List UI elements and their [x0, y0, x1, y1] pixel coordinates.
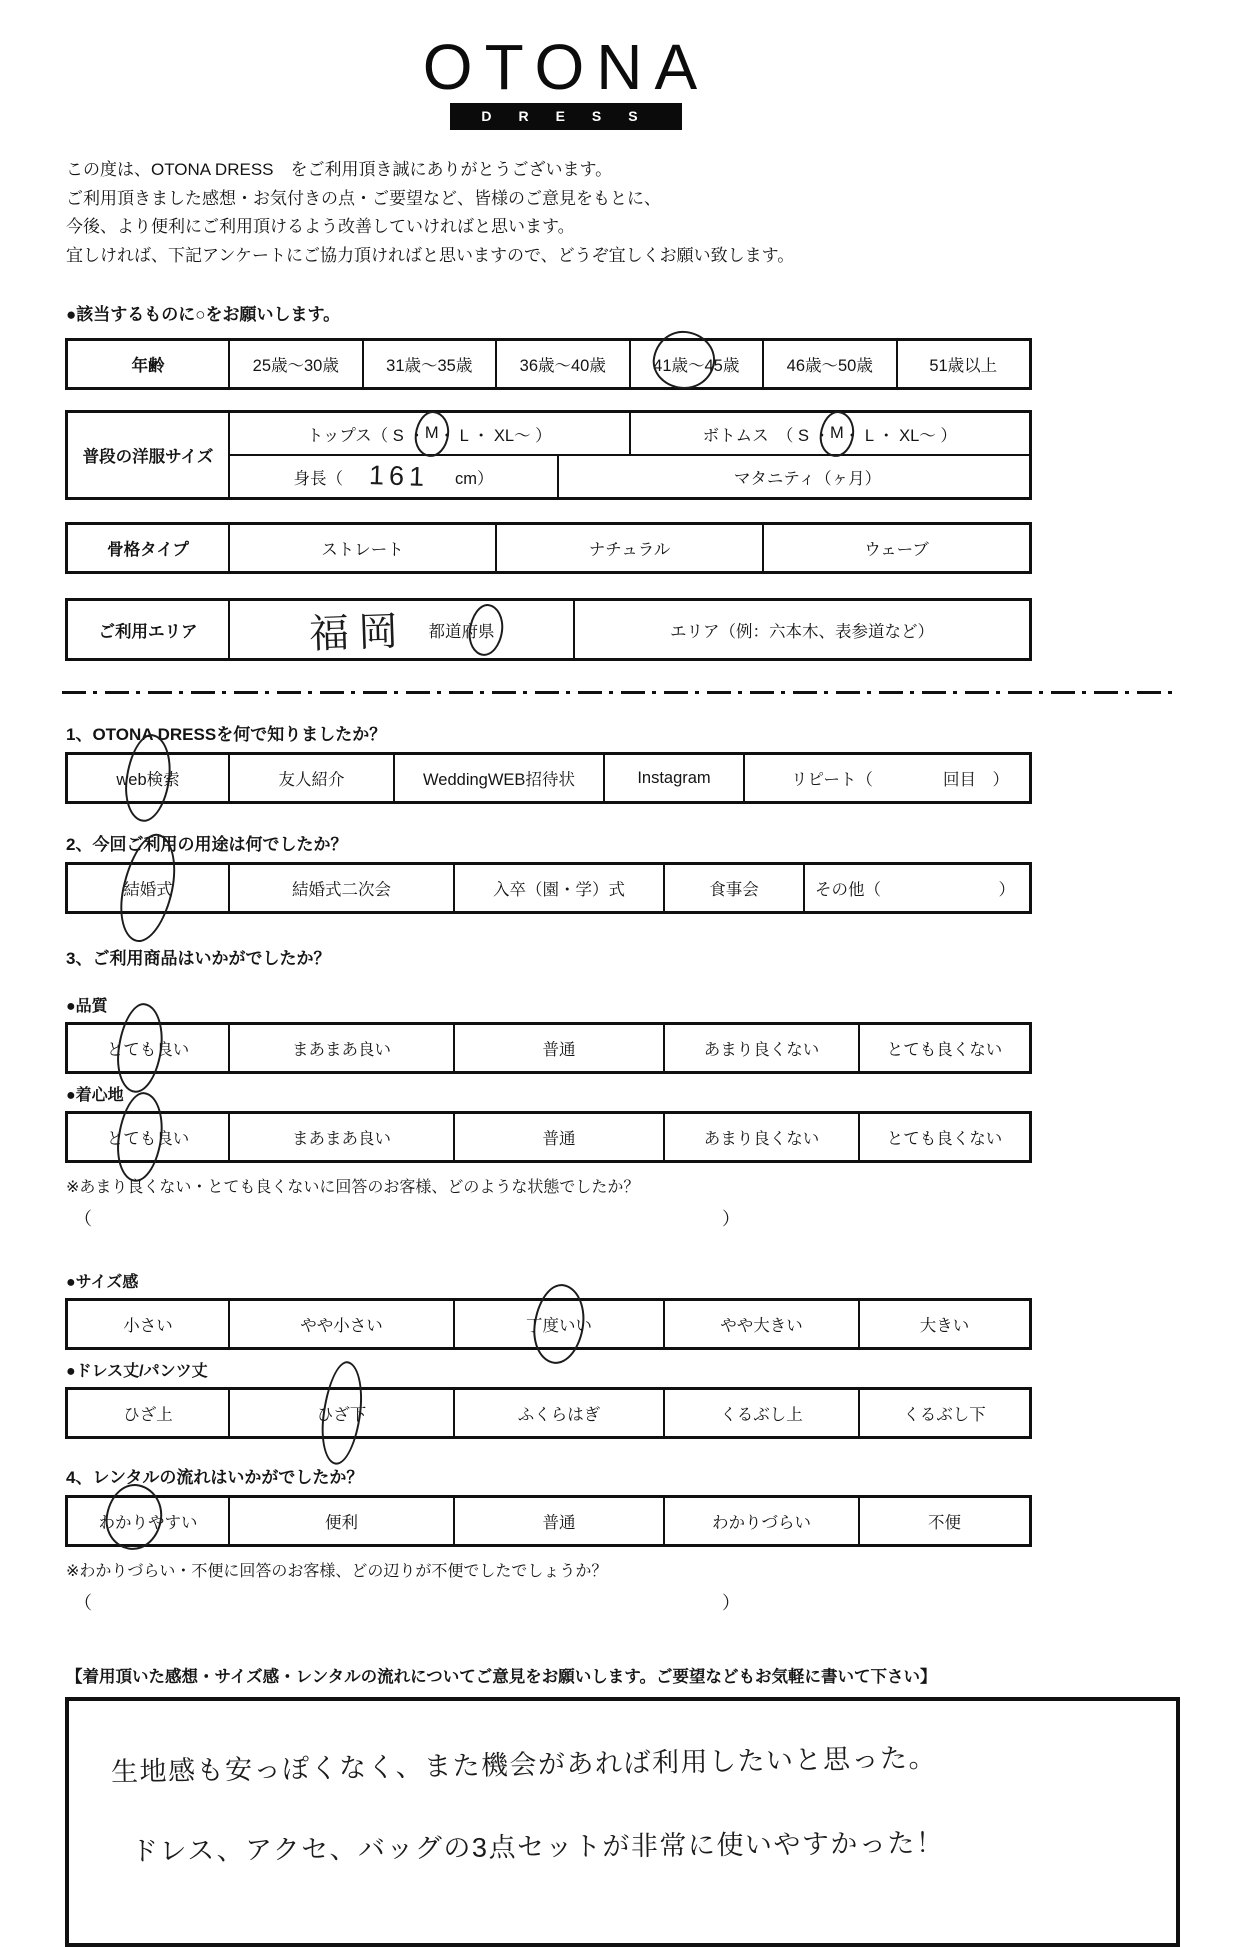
- q4-option: 便利: [228, 1498, 453, 1544]
- q2-other-cell: その他（ ）: [803, 865, 1029, 911]
- q1-option: 友人紹介: [228, 755, 393, 801]
- instruction-heading: ●該当するものに○をお願いします。: [66, 305, 341, 325]
- prefecture-cell: 福岡 都道府県: [228, 601, 573, 658]
- q2-option-selected: 結婚式: [68, 865, 228, 911]
- q2-table: [65, 862, 1032, 914]
- q4-option: わかりづらい: [663, 1498, 858, 1544]
- intro-text: [66, 156, 1242, 270]
- q1-option: WeddingWEB招待状: [393, 755, 603, 801]
- q1-option-selected: web検索: [68, 755, 228, 801]
- size-fit-table: [65, 1298, 1032, 1350]
- size-fit-option: やや小さい: [228, 1301, 453, 1347]
- intro-line: ご利用頂きました感想・お気付きの点・ご要望など、皆様のご意見をもとに、: [66, 188, 661, 208]
- length-option-selected: ひざ下: [228, 1390, 453, 1436]
- q1-title: 1、OTONA DRESSを何で知りましたか？: [66, 725, 387, 745]
- quality-option: とても良くない: [858, 1025, 1029, 1071]
- q4-option-selected: わかりやすい: [68, 1498, 228, 1544]
- skeleton-option: ウェーブ: [762, 525, 1029, 571]
- comfort-option: あまり良くない: [663, 1114, 858, 1160]
- age-option: 36歳～40歳: [495, 341, 629, 387]
- age-table: [65, 338, 1032, 390]
- size-fit-option: 大きい: [858, 1301, 1029, 1347]
- comfort-option: とても良くない: [858, 1114, 1029, 1160]
- q1-table: [65, 752, 1032, 804]
- length-table: [65, 1387, 1032, 1439]
- q2-option: 入卒（園・学）式: [453, 865, 663, 911]
- logo-dress-bar: DRESS: [450, 103, 682, 130]
- clothing-size-table: [65, 410, 1032, 500]
- handwritten-comment-line: 生地感も安っぽくなく、また機会があれば利用したいと思った。: [110, 1742, 938, 1788]
- length-option: ひざ上: [123, 1406, 173, 1425]
- comfort-option: まあまあ良い: [228, 1114, 453, 1160]
- age-option: 25歳～30歳: [228, 341, 362, 387]
- q1-repeat-cell: リピート（ 回目 ）: [743, 755, 1029, 801]
- quality-table: [65, 1022, 1032, 1074]
- logo: [416, 31, 716, 130]
- skeleton-type-table: [65, 522, 1032, 574]
- tops-size-cell: トップス（ S ・ M ・ L ・ XL～ ）: [230, 413, 629, 454]
- q2-option: 結婚式二次会: [228, 865, 453, 911]
- q4-option: 不便: [858, 1498, 1029, 1544]
- comment-heading: 【着用頂いた感想・サイズ感・レンタルの流れについてご意見をお願いします。ご要望などもお気軽に書いて下さい】: [66, 1668, 937, 1687]
- handwritten-comment-line: ドレス、アクセ、バッグの3点セットが非常に使いやすかった！: [130, 1828, 945, 1867]
- quality-label: ●品質: [66, 998, 108, 1016]
- age-option: 31歳～35歳: [362, 341, 496, 387]
- age-option: 46歳～50歳: [762, 341, 896, 387]
- q4-table: [65, 1495, 1032, 1547]
- age-option-selected: 41歳～45歳: [629, 341, 763, 387]
- free-answer-line: （ ）: [74, 1209, 740, 1230]
- q3-title: 3、ご利用商品はいかがでしたか？: [66, 949, 331, 969]
- length-label: ●ドレス丈/パンツ丈: [66, 1363, 208, 1381]
- comfort-label: ●着心地: [66, 1087, 124, 1105]
- comfort-note: ※あまり良くない・とても良くないに回答のお客様、どのような状態でしたか？: [66, 1179, 640, 1197]
- free-answer-line: （ ）: [74, 1593, 740, 1614]
- size-fit-option: 小さい: [123, 1317, 173, 1336]
- size-fit-label: ●サイズ感: [66, 1274, 139, 1292]
- maternity-cell: マタニティ（ ヶ月）: [557, 456, 1029, 497]
- quality-option: あまり良くない: [663, 1025, 858, 1071]
- size-fit-option: やや大きい: [663, 1301, 858, 1347]
- q2-title: 2、今回ご利用の用途は何でしたか？: [66, 835, 348, 855]
- skeleton-label: 骨格タイプ: [107, 541, 189, 560]
- intro-line: 宜しければ、下記アンケートにご協力頂ければと思いますので、どうぞ宜しくお願い致します。: [66, 245, 795, 265]
- length-option: くるぶし下: [858, 1390, 1029, 1436]
- q1-option: Instagram: [603, 755, 743, 801]
- comfort-option-selected: とても良い: [68, 1114, 228, 1160]
- skeleton-option: ストレート: [228, 525, 495, 571]
- age-option: 51歳以上: [896, 341, 1030, 387]
- area-hint-cell: エリア（例：六本木、表参道など）: [573, 601, 1029, 658]
- q4-note: ※わかりづらい・不便に回答のお客様、どの辺りが不便でしたでしょうか？: [66, 1563, 608, 1581]
- comment-box: [65, 1697, 1180, 1947]
- intro-line: 今後、より便利にご利用頂けるよう改善していければと思います。: [66, 217, 575, 237]
- handwritten-prefecture: 福岡: [307, 609, 408, 657]
- quality-option-selected: とても良い: [68, 1025, 228, 1071]
- clothing-size-label: 普段の洋服サイズ: [68, 413, 230, 497]
- quality-option: 普通: [453, 1025, 663, 1071]
- comfort-table: [65, 1111, 1032, 1163]
- skeleton-option: ナチュラル: [495, 525, 762, 571]
- age-label: 年齢: [131, 357, 165, 376]
- logo-wordmark: OTONA: [422, 31, 710, 103]
- usage-area-table: [65, 598, 1032, 661]
- q4-option: 普通: [453, 1498, 663, 1544]
- q2-option: 食事会: [663, 865, 803, 911]
- intro-line: この度は、OTONA DRESS をご利用頂き誠にありがとうございます。: [66, 160, 613, 180]
- bottoms-size-cell: ボトムス （ S ・ M ・ L ・ XL～ ）: [629, 413, 1030, 454]
- comfort-option: 普通: [453, 1114, 663, 1160]
- handwritten-height-value: 161: [368, 460, 430, 493]
- dash-dot-divider: [62, 691, 1180, 694]
- length-option: ふくらはぎ: [453, 1390, 663, 1436]
- q4-title: 4、レンタルの流れはいかがでしたか？: [66, 1468, 364, 1488]
- quality-option: まあまあ良い: [228, 1025, 453, 1071]
- length-option: くるぶし上: [663, 1390, 858, 1436]
- size-fit-option-selected: 丁度いい: [453, 1301, 663, 1347]
- usage-area-label: ご利用エリア: [98, 622, 198, 641]
- height-cell: 身長（ 161 cm）: [293, 460, 494, 493]
